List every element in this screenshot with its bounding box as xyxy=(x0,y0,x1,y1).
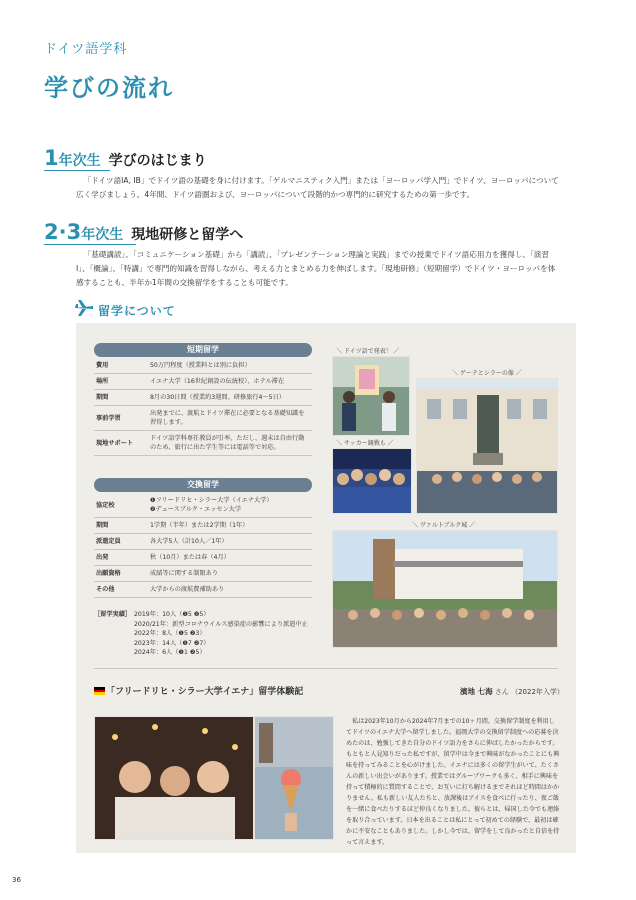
year1-number: 1 xyxy=(44,146,59,170)
section-divider xyxy=(94,668,558,669)
caption-presentation: ＼ ドイツ語で発表！ ／ xyxy=(336,348,400,355)
row-value: 大学からの渡航費補助あり xyxy=(148,582,312,598)
row-value: 8月の30日間（授業約3週間、研修旅行4〜5日） xyxy=(148,390,312,406)
author-suffix: さん xyxy=(494,688,509,696)
row-value: 秋（10月）または春（4月） xyxy=(148,550,312,566)
partner-1: ❶フリードリヒ・シラー大学（イエナ大学） xyxy=(150,497,273,504)
experience-title: 「フリードリヒ・シラー大学イエナ」留学体験記 xyxy=(106,687,304,697)
table-row xyxy=(94,566,312,582)
table-row xyxy=(94,582,312,598)
caption-castle: ＼ ヴァルトブルク城 ／ xyxy=(412,522,476,529)
row-key: 期間 xyxy=(94,518,148,534)
presentation-photo xyxy=(332,356,410,436)
row-key: 場所 xyxy=(94,374,148,390)
department-label: ドイツ語学科 xyxy=(44,42,128,57)
row-key: 費用 xyxy=(94,358,148,374)
year23-title: 現地研修と留学へ xyxy=(131,227,244,243)
row-key: 出願資格 xyxy=(94,566,148,582)
short-term-table xyxy=(94,358,312,456)
row-value xyxy=(148,493,312,518)
short-term-header: 短期留学 xyxy=(94,343,312,357)
author-name: 濱地 七海 xyxy=(460,687,493,696)
row-value: イエナ大学（16世紀創設の伝統校）、ホテル滞在 xyxy=(148,374,312,390)
year1-title: 学びのはじまり xyxy=(108,153,207,169)
record-item: 2020/21年：新型コロナウイルス感染症の影響により派遣中止 xyxy=(134,620,308,628)
table-row xyxy=(94,493,312,518)
friends-photo xyxy=(94,716,254,840)
table-row xyxy=(94,406,312,431)
row-key: 派遣定員 xyxy=(94,534,148,550)
year23-unit: 年次生 xyxy=(81,227,124,243)
row-value: 50万円程度（授業料とは別に負担） xyxy=(148,358,312,374)
experience-text: 私は2023年10月から2024年7月までの10ヶ月間、交換留学制度を利用してドイツのイエナ大学へ留学しました。福岡大学の交換留学制度への応募を決めたのは、勉強してきた自分のドイツ語力をさらに伸ばしたかったからです。もともと人見知りだった私ですが、留学中は今まで興味がなかったことにも興味を持ってみることを心がけました。イエナには多くの留学生がいて、たくさんの新しい出会いがあります。授業ではグループワークも多く、相手に興味を持って積極的に質問することで、お互いに打ち解けるまでそれほど時間はかかりません。私も新しい友人たちと、放課後はアイスを食べに行ったり、夜ご飯を一緒に食べたりするほど仲良くなりました。彼らとは、帰国した今でも連絡を取り合っています。日本を出ることは私にとって初めての経験で、最初は確かに不安なこともありました。しかし今では、留学をして良かったと自信を持って言えます。 xyxy=(346,718,560,846)
exchange-header: 交換留学 xyxy=(94,478,312,492)
row-value: 1学期（半年）または2学期（1年） xyxy=(148,518,312,534)
row-value: 各大学5人（計10人／1年） xyxy=(148,534,312,550)
record-item: 2024年：6人（❶1 ❷5） xyxy=(134,649,206,656)
year23-text: 「基礎講読」、「コミュニケーション基礎」から「講読」、「プレゼンテーション理論と実践」までの授業でドイツ語応用力を獲得し、「演習I」、「概論」、「特講」で専門的知識を習得しながら、考える力とまとめる力を伸ばします。「現地研修」（短期留学）でドイツ・ヨーロッパを体感することも、半年か1年間の交換留学をすることも可能です。 xyxy=(76,250,556,287)
row-value: 出発までに、渡航とドイツ滞在に必要となる基礎知識を習得します。 xyxy=(148,406,312,431)
page-title: 学びの流れ xyxy=(44,74,174,102)
caption-soccer: ＼ サッカー観戦も ／ xyxy=(336,440,394,447)
caption-statue: ＼ ゲーテとシラーの像 ／ xyxy=(452,370,522,377)
row-key: 協定校 xyxy=(94,493,148,518)
year1-text: 「ドイツ語IA, IB」でドイツ語の基礎を身に付けます。「ゲルマニスティク入門」または「ヨーロッパ学入門」でドイツ、ヨーロッパについて広く学びましょう。4年間、ドイツ語圏および、ヨーロッパについて段階的かつ専門的に研究するための第一歩です。 xyxy=(76,176,559,199)
row-value: 成績等に関する制限あり xyxy=(148,566,312,582)
record-list xyxy=(134,610,314,658)
table-row xyxy=(94,534,312,550)
partner-2: ❷デュースブルク・エッセン大学 xyxy=(150,506,242,513)
exchange-table xyxy=(94,493,312,598)
soccer-photo xyxy=(332,448,412,514)
year23-underline xyxy=(44,222,136,245)
goethe-schiller-photo xyxy=(416,378,558,514)
row-key: 事前学習 xyxy=(94,406,148,431)
german-flag-icon xyxy=(94,687,105,695)
ice-cream-photo xyxy=(254,716,334,840)
page-number: 36 xyxy=(12,876,21,884)
table-row xyxy=(94,431,312,456)
author-year: （2022年入学） xyxy=(511,688,564,696)
airplane-icon xyxy=(74,299,94,317)
wartburg-castle-photo xyxy=(332,530,558,648)
table-row xyxy=(94,358,312,374)
row-key: 出発 xyxy=(94,550,148,566)
record-item: 2023年：14人（❶7 ❷7） xyxy=(134,639,210,647)
table-row xyxy=(94,518,312,534)
study-abroad-heading: 留学について xyxy=(98,304,176,318)
experience-author xyxy=(460,686,564,697)
record-item: 2022年：8人（❶5 ❷3） xyxy=(134,630,206,637)
record-item: 2019年：10人（❶5 ❷5） xyxy=(134,611,210,618)
record-label: ［留学実績］ xyxy=(94,611,132,618)
table-row xyxy=(94,390,312,406)
table-row xyxy=(94,374,312,390)
row-key: 期間 xyxy=(94,390,148,406)
year23-number: 2·3 xyxy=(44,220,82,244)
row-key: その他 xyxy=(94,582,148,598)
row-key: 現地サポート xyxy=(94,431,148,456)
year1-unit: 年次生 xyxy=(58,153,101,169)
year1-underline xyxy=(44,148,110,171)
table-row xyxy=(94,550,312,566)
row-value: ドイツ語学科専任教員が引率。ただし、週末は自由行動のため、旅行に出た学生等には電話等で対応。 xyxy=(148,431,312,456)
